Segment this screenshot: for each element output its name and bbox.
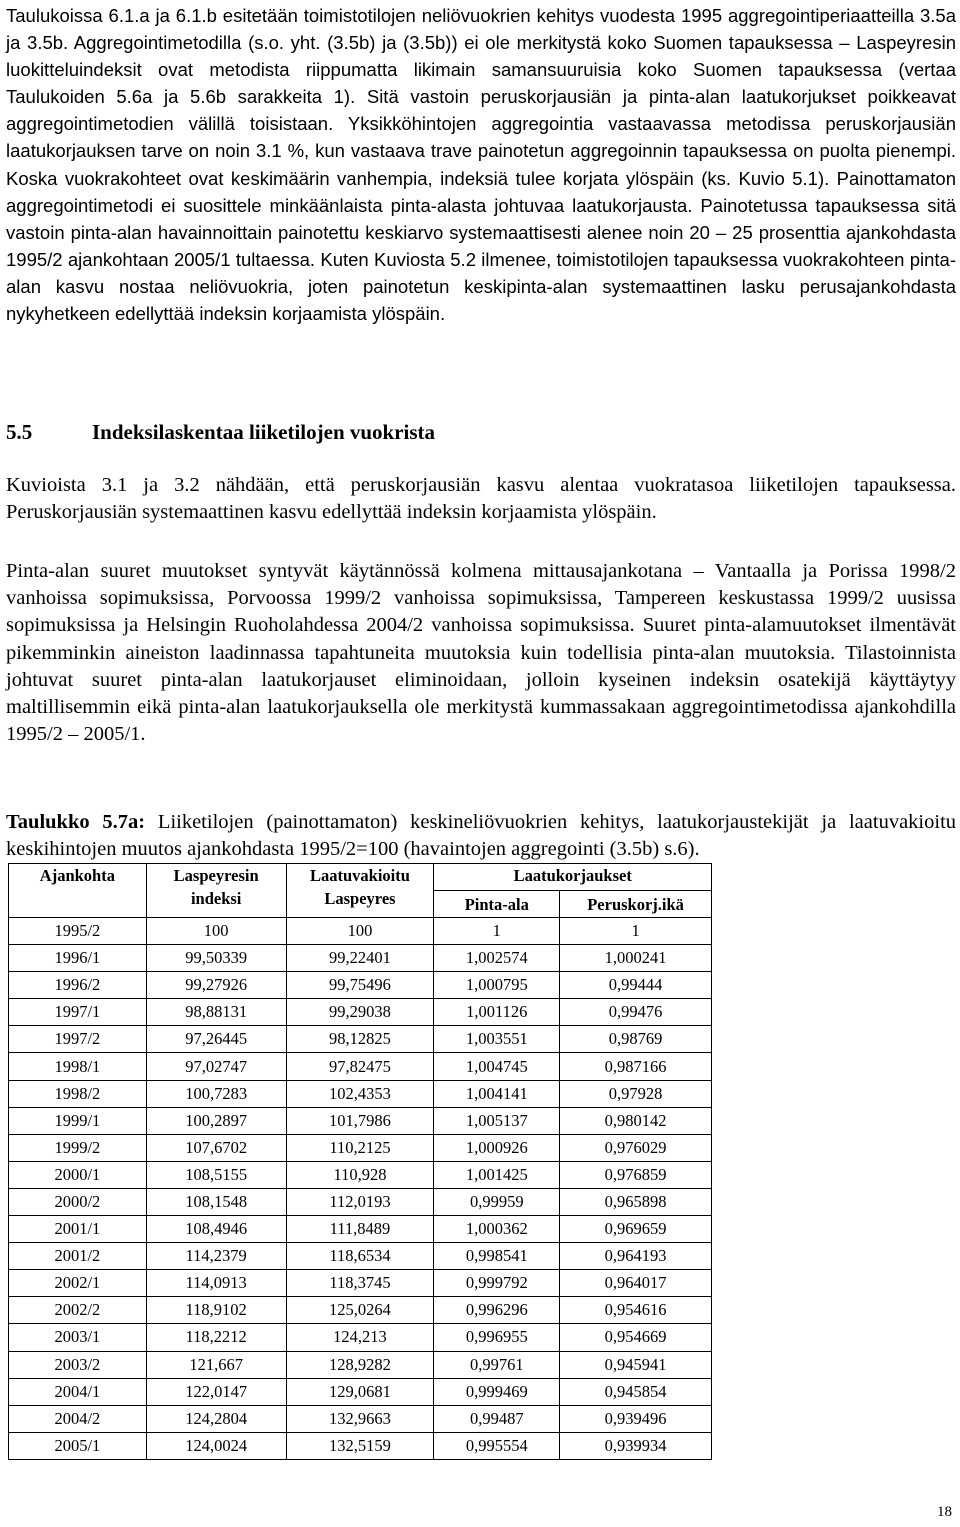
table-row	[9, 999, 712, 1026]
cell-laatuvakioitu-laspeyres: 132,9663	[286, 1405, 434, 1432]
cell-ajankohta: 2004/2	[9, 1405, 147, 1432]
table-row	[9, 1351, 712, 1378]
cell-peruskorj-ika: 0,99476	[560, 999, 712, 1026]
table-row	[9, 1324, 712, 1351]
table-caption	[6, 809, 956, 863]
cell-laspeyresin-indeksi: 108,5155	[146, 1161, 286, 1188]
cell-pinta-ala: 1	[434, 918, 560, 945]
cell-peruskorj-ika: 0,945941	[560, 1351, 712, 1378]
section-number: 5.5	[6, 420, 33, 444]
cell-ajankohta: 2001/1	[9, 1216, 147, 1243]
table-caption-label: Taulukko 5.7a:	[6, 811, 146, 833]
cell-ajankohta: 1998/1	[9, 1053, 147, 1080]
cell-peruskorj-ika: 0,976859	[560, 1161, 712, 1188]
cell-ajankohta: 2003/1	[9, 1324, 147, 1351]
cell-laatuvakioitu-laspeyres: 118,6534	[286, 1243, 434, 1270]
cell-pinta-ala: 1,004745	[434, 1053, 560, 1080]
cell-peruskorj-ika: 0,964193	[560, 1243, 712, 1270]
cell-laatuvakioitu-laspeyres: 112,0193	[286, 1188, 434, 1215]
cell-ajankohta: 1998/2	[9, 1080, 147, 1107]
cell-laspeyresin-indeksi: 99,27926	[146, 972, 286, 999]
cell-peruskorj-ika: 0,954616	[560, 1297, 712, 1324]
table-row	[9, 945, 712, 972]
header-ajankohta: Ajankohta	[9, 864, 147, 918]
cell-laspeyresin-indeksi: 107,6702	[146, 1134, 286, 1161]
cell-peruskorj-ika: 0,939496	[560, 1405, 712, 1432]
table-row	[9, 918, 712, 945]
cell-laspeyresin-indeksi: 100	[146, 918, 286, 945]
cell-pinta-ala: 0,998541	[434, 1243, 560, 1270]
cell-ajankohta: 2001/2	[9, 1243, 147, 1270]
cell-laspeyresin-indeksi: 100,2897	[146, 1107, 286, 1134]
cell-laspeyresin-indeksi: 118,2212	[146, 1324, 286, 1351]
table-row	[9, 1405, 712, 1432]
cell-ajankohta: 2002/2	[9, 1297, 147, 1324]
cell-pinta-ala: 1,000795	[434, 972, 560, 999]
cell-peruskorj-ika: 0,964017	[560, 1270, 712, 1297]
cell-peruskorj-ika: 0,945854	[560, 1378, 712, 1405]
cell-peruskorj-ika: 0,980142	[560, 1107, 712, 1134]
cell-laspeyresin-indeksi: 98,88131	[146, 999, 286, 1026]
cell-pinta-ala: 1,003551	[434, 1026, 560, 1053]
cell-laspeyresin-indeksi: 124,2804	[146, 1405, 286, 1432]
data-table	[8, 863, 712, 1460]
cell-pinta-ala: 0,996955	[434, 1324, 560, 1351]
table-row	[9, 1432, 712, 1459]
cell-peruskorj-ika: 0,965898	[560, 1188, 712, 1215]
header-laatuvakioitu-laspeyres: Laatuvakioitu Laspeyres	[286, 864, 434, 918]
cell-ajankohta: 1999/2	[9, 1134, 147, 1161]
cell-laatuvakioitu-laspeyres: 99,22401	[286, 945, 434, 972]
cell-peruskorj-ika: 0,954669	[560, 1324, 712, 1351]
cell-peruskorj-ika: 0,987166	[560, 1053, 712, 1080]
table-row	[9, 1107, 712, 1134]
cell-ajankohta: 1996/2	[9, 972, 147, 999]
header-laatukorjaukset: Laatukorjaukset	[434, 864, 712, 891]
cell-laatuvakioitu-laspeyres: 132,5159	[286, 1432, 434, 1459]
cell-laatuvakioitu-laspeyres: 118,3745	[286, 1270, 434, 1297]
table-row	[9, 1134, 712, 1161]
table-row	[9, 972, 712, 999]
header-peruskorj-ika: Peruskorj.ikä	[560, 891, 712, 918]
cell-laatuvakioitu-laspeyres: 111,8489	[286, 1216, 434, 1243]
cell-laspeyresin-indeksi: 108,4946	[146, 1216, 286, 1243]
table-row	[9, 1161, 712, 1188]
cell-laatuvakioitu-laspeyres: 128,9282	[286, 1351, 434, 1378]
cell-laatuvakioitu-laspeyres: 102,4353	[286, 1080, 434, 1107]
cell-pinta-ala: 0,999792	[434, 1270, 560, 1297]
table-row	[9, 1378, 712, 1405]
section-heading	[6, 418, 435, 446]
table-body	[9, 918, 712, 1460]
cell-peruskorj-ika: 1,000241	[560, 945, 712, 972]
cell-pinta-ala: 1,001425	[434, 1161, 560, 1188]
cell-laatuvakioitu-laspeyres: 99,75496	[286, 972, 434, 999]
table-row	[9, 1216, 712, 1243]
table-row	[9, 1270, 712, 1297]
header-laspeyresin-indeksi: Laspeyresin indeksi	[146, 864, 286, 918]
header-pinta-ala: Pinta-ala	[434, 891, 560, 918]
cell-ajankohta: 1999/1	[9, 1107, 147, 1134]
cell-pinta-ala: 1,004141	[434, 1080, 560, 1107]
cell-pinta-ala: 0,99959	[434, 1188, 560, 1215]
table-row	[9, 1188, 712, 1215]
cell-laspeyresin-indeksi: 121,667	[146, 1351, 286, 1378]
paragraph-peruskorjausika: Kuvioista 3.1 ja 3.2 nähdään, että peruskorjausiän kasvu alentaa vuokratasoa liiketilojen tapauksessa. Peruskorjausiän systemaattinen kasvu edellyttää indeksin korjaamista ylöspäin.	[6, 474, 956, 524]
cell-laspeyresin-indeksi: 114,2379	[146, 1243, 286, 1270]
cell-ajankohta: 2002/1	[9, 1270, 147, 1297]
cell-ajankohta: 2000/2	[9, 1188, 147, 1215]
cell-pinta-ala: 0,995554	[434, 1432, 560, 1459]
cell-laspeyresin-indeksi: 108,1548	[146, 1188, 286, 1215]
cell-laatuvakioitu-laspeyres: 110,928	[286, 1161, 434, 1188]
section-title: Indeksilaskentaa liiketilojen vuokrista	[92, 420, 436, 444]
table-row	[9, 1053, 712, 1080]
cell-laatuvakioitu-laspeyres: 98,12825	[286, 1026, 434, 1053]
cell-ajankohta: 2004/1	[9, 1378, 147, 1405]
cell-peruskorj-ika: 0,99444	[560, 972, 712, 999]
cell-ajankohta: 1997/2	[9, 1026, 147, 1053]
cell-peruskorj-ika: 0,969659	[560, 1216, 712, 1243]
paragraph-toimistotilat: Taulukoissa 6.1.a ja 6.1.b esitetään toimistotilojen neliövuokrien kehitys vuodesta 1995 aggregointiperiaatteilla 3.5a ja 3.5b. Aggregointimetodilla (s.o. yht. (3.5b) ja (3.5b)) ei ole merkitystä koko Suomen tapauksessa – Laspeyresin luokitteluindeksit ovat metodista riippumatta likimain samansuuruisia koko Suomen tapauksessa (vertaa Taulukoiden 5.6a ja 5.6b sarakkeita 1). Sitä vastoin peruskorjausiän ja pinta-alan laatukorjukset poikkeavat aggregointimetodien välillä toisistaan. Yksikköhintojen aggregointia vastaavassa metodissa peruskorjausiän laatukorjauksen tarve on noin 3.1 %, kun vastaava trave painotetun aggregoinnin tapauksessa on puolta pienempi. Koska vuokrakohteet ovat keskimäärin vanhempia, indeksiä tulee korjata ylöspäin (ks. Kuvio 5.1). Painottamaton aggregointimetodi ei suosittele minkäänlaista pinta-alasta johtuvaa laatukorjausta. Painotetussa tapauksessa sitä vastoin pinta-alan havainnoittain painotettu keskiarvo systemaattisesti alenee noin 20 – 25 prosenttia ajankohdasta 1995/2 ajankohtaan 2005/1 tultaessa. Kuten Kuviosta 5.2 ilmenee, toimistotilojen tapauksessa vuokrakohteen pinta-alan kasvu nostaa neliövuokria, joten painotetun keskipinta-alan systemaattinen lasku perusajankohdasta nykyhetkeen edellyttää indeksin korjaamista ylöspäin.	[6, 5, 956, 325]
cell-laspeyresin-indeksi: 124,0024	[146, 1432, 286, 1459]
cell-peruskorj-ika: 1	[560, 918, 712, 945]
cell-ajankohta: 1997/1	[9, 999, 147, 1026]
cell-laatuvakioitu-laspeyres: 129,0681	[286, 1378, 434, 1405]
cell-laatuvakioitu-laspeyres: 99,29038	[286, 999, 434, 1026]
cell-laspeyresin-indeksi: 114,0913	[146, 1270, 286, 1297]
table-row	[9, 1243, 712, 1270]
cell-peruskorj-ika: 0,98769	[560, 1026, 712, 1053]
cell-ajankohta: 2003/2	[9, 1351, 147, 1378]
cell-laatuvakioitu-laspeyres: 97,82475	[286, 1053, 434, 1080]
cell-ajankohta: 1995/2	[9, 918, 147, 945]
cell-laspeyresin-indeksi: 97,26445	[146, 1026, 286, 1053]
cell-ajankohta: 1996/1	[9, 945, 147, 972]
table-row	[9, 1026, 712, 1053]
cell-laspeyresin-indeksi: 97,02747	[146, 1053, 286, 1080]
cell-laspeyresin-indeksi: 122,0147	[146, 1378, 286, 1405]
cell-laatuvakioitu-laspeyres: 110,2125	[286, 1134, 434, 1161]
cell-laatuvakioitu-laspeyres: 125,0264	[286, 1297, 434, 1324]
cell-pinta-ala: 0,99487	[434, 1405, 560, 1432]
cell-pinta-ala: 1,000362	[434, 1216, 560, 1243]
cell-pinta-ala: 1,005137	[434, 1107, 560, 1134]
cell-peruskorj-ika: 0,97928	[560, 1080, 712, 1107]
cell-pinta-ala: 1,000926	[434, 1134, 560, 1161]
paragraph-pinta-ala: Pinta-alan suuret muutokset syntyvät käytännössä kolmena mittausajankotana – Vantaalla ja Porissa 1998/2 vanhoissa sopimuksissa, Porvoossa 1999/2 vanhoissa sopimuksissa, Tampereen keskustassa 1999/2 uusissa sopimuksissa ja Helsingin Ruoholahdessa 2004/2 vanhoissa sopimuksissa. Suuret pinta-alamuutokset ilmentävät pikemminkin aineiston laadinnassa tapahtuneita muutoksia kuin todellisia pinta-alan muutoksia. Tilastoinnista johtuvat suuret pinta-alan laatukorjauset eliminoidaan, jolloin kyseinen indeksin osatekijä käyttäytyy maltillisemmin eikä pinta-alan laatukorjauksella ole merkitystä kummassakaan aggregointimetodissa ajankohdilla 1995/2 – 2005/1.	[6, 560, 956, 746]
cell-laatuvakioitu-laspeyres: 101,7986	[286, 1107, 434, 1134]
cell-pinta-ala: 0,996296	[434, 1297, 560, 1324]
table-caption-text: Liiketilojen (painottamaton) keskineliövuokrien kehitys, laatukorjaustekijät ja laatuvakioitu keskihintojen muutos ajankohdasta 1995/2=100 (havaintojen aggregointi (3.5b) s.6).	[6, 811, 957, 861]
table-row	[9, 1080, 712, 1107]
cell-laspeyresin-indeksi: 100,7283	[146, 1080, 286, 1107]
page-number: 18	[937, 1504, 952, 1520]
cell-pinta-ala: 0,99761	[434, 1351, 560, 1378]
cell-laatuvakioitu-laspeyres: 100	[286, 918, 434, 945]
cell-pinta-ala: 1,001126	[434, 999, 560, 1026]
cell-laatuvakioitu-laspeyres: 124,213	[286, 1324, 434, 1351]
cell-peruskorj-ika: 0,976029	[560, 1134, 712, 1161]
cell-laspeyresin-indeksi: 118,9102	[146, 1297, 286, 1324]
cell-peruskorj-ika: 0,939934	[560, 1432, 712, 1459]
cell-pinta-ala: 1,002574	[434, 945, 560, 972]
cell-ajankohta: 2005/1	[9, 1432, 147, 1459]
cell-laspeyresin-indeksi: 99,50339	[146, 945, 286, 972]
table-row	[9, 1297, 712, 1324]
cell-pinta-ala: 0,999469	[434, 1378, 560, 1405]
cell-ajankohta: 2000/1	[9, 1161, 147, 1188]
